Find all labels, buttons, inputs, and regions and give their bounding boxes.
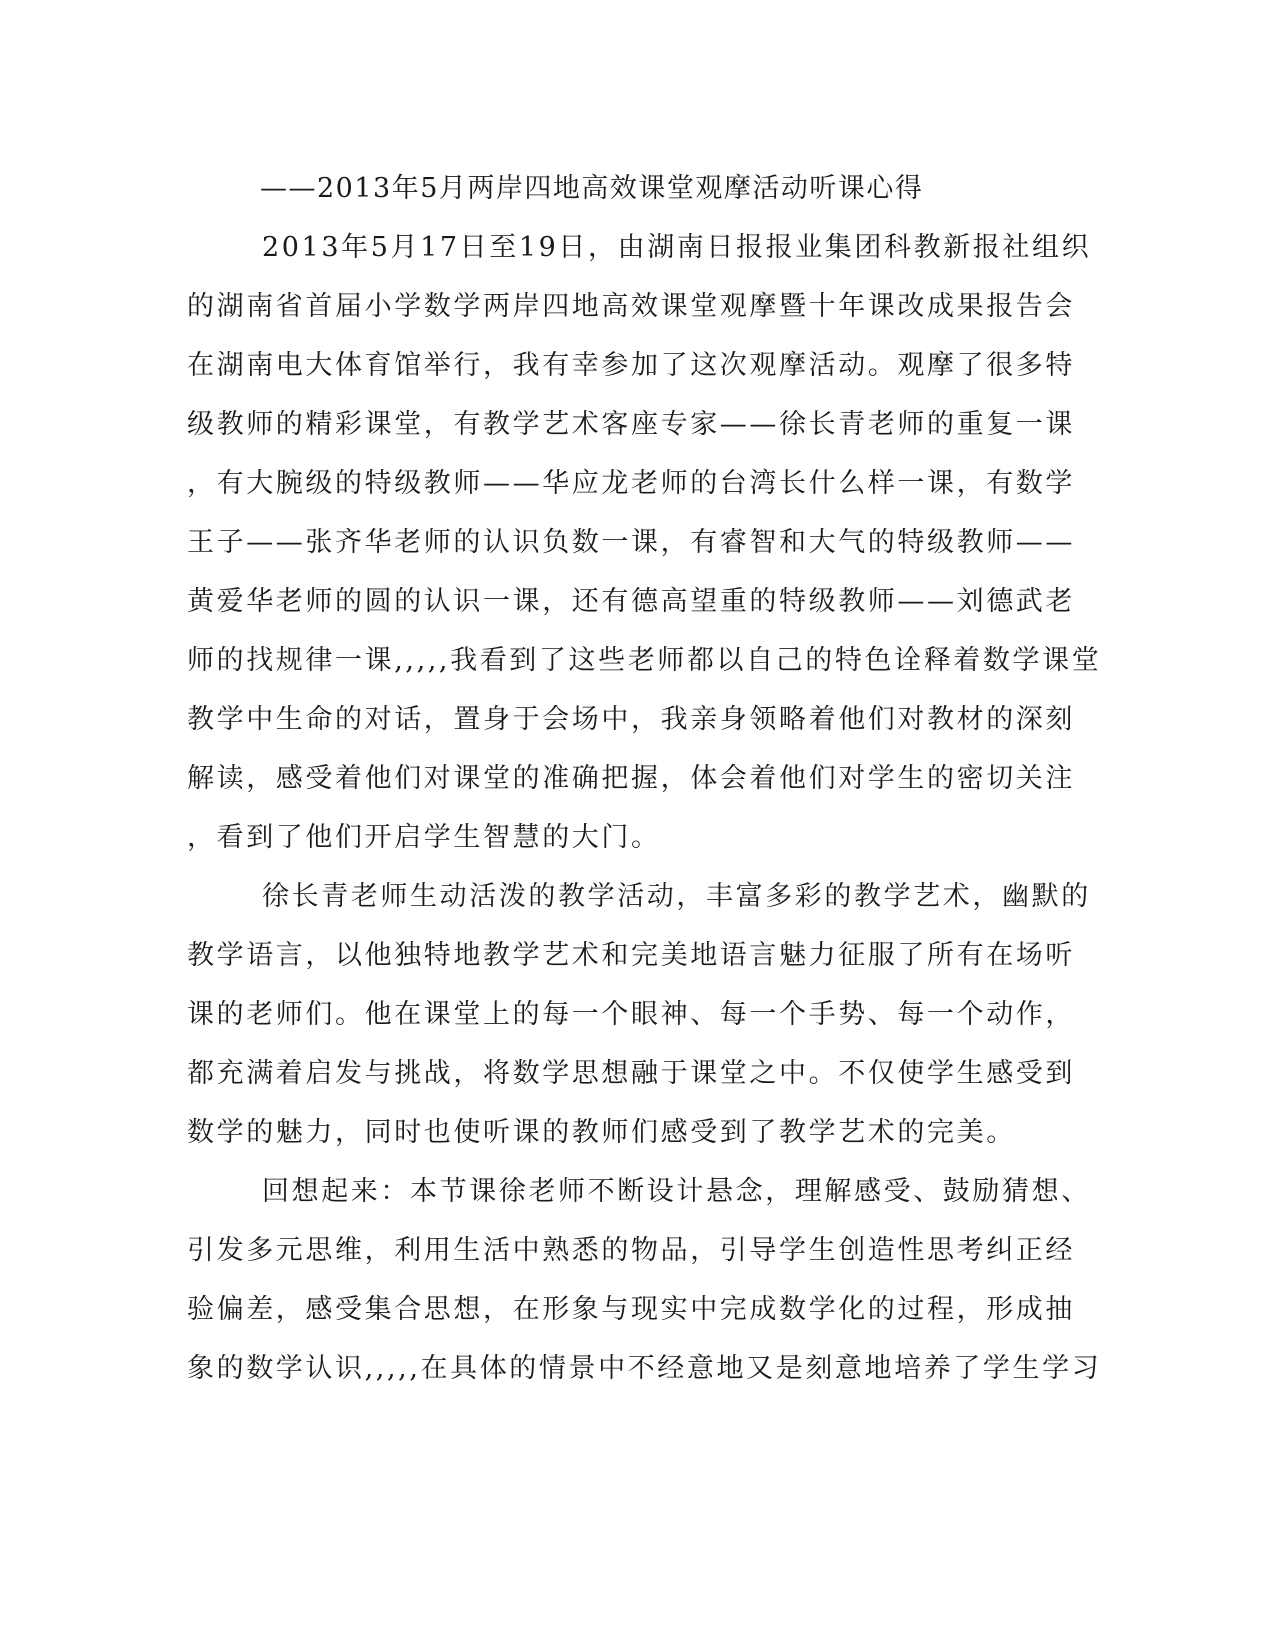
document-subtitle: ——2013年5月两岸四地高效课堂观摩活动听课心得 — [260, 173, 924, 204]
paragraph-line: 引发多元思维，利用生活中熟悉的物品，引导学生创造性思考纠正经 — [187, 1235, 1075, 1266]
paragraph-line: 都充满着启发与挑战，将数学思想融于课堂之中。不仅使学生感受到 — [187, 1058, 1075, 1089]
paragraph-line: 回想起来：本节课徐老师不断设计悬念，理解感受、鼓励猜想、 — [262, 1176, 1091, 1207]
paragraph-line: 的湖南省首届小学数学两岸四地高效课堂观摩暨十年课改成果报告会 — [187, 291, 1075, 322]
paragraph-line: ，看到了他们开启学生智慧的大门。 — [187, 822, 661, 853]
paragraph-line: ，有大腕级的特级教师——华应龙老师的台湾长什么样一课，有数学 — [187, 468, 1075, 499]
paragraph-line: 课的老师们。他在课堂上的每一个眼神、每一个手势、每一个动作， — [187, 999, 1075, 1030]
paragraph-line: 在湖南电大体育馆举行，我有幸参加了这次观摩活动。观摩了很多特 — [187, 350, 1075, 381]
paragraph-line: 2013年5月17日至19日，由湖南日报报业集团科教新报社组织 — [262, 232, 1092, 263]
paragraph-line: 级教师的精彩课堂，有教学艺术客座专家——徐长青老师的重复一课 — [187, 409, 1075, 440]
paragraph-line: 解读，感受着他们对课堂的准确把握，体会着他们对学生的密切关注 — [187, 763, 1075, 794]
paragraph-line: 象的数学认识,,,,,在具体的情景中不经意地又是刻意地培养了学生学习 — [187, 1353, 1102, 1384]
paragraph-line: 王子——张齐华老师的认识负数一课，有睿智和大气的特级教师—— — [187, 527, 1075, 558]
paragraph-line: 教学语言，以他独特地教学艺术和完美地语言魅力征服了所有在场听 — [187, 940, 1075, 971]
paragraph-line: 教学中生命的对话，置身于会场中，我亲身领略着他们对教材的深刻 — [187, 704, 1075, 735]
paragraph-line: 徐长青老师生动活泼的教学活动，丰富多彩的教学艺术，幽默的 — [262, 881, 1091, 912]
paragraph-line: 数学的魅力，同时也使听课的教师们感受到了教学艺术的完美。 — [187, 1117, 1016, 1148]
paragraph-line: 师的找规律一课,,,,,我看到了这些老师都以自己的特色诠释着数学课堂 — [187, 645, 1102, 676]
paragraph-line: 验偏差，感受集合思想，在形象与现实中完成数学化的过程，形成抽 — [187, 1294, 1075, 1325]
paragraph-line: 黄爱华老师的圆的认识一课，还有德高望重的特级教师——刘德武老 — [187, 586, 1075, 617]
